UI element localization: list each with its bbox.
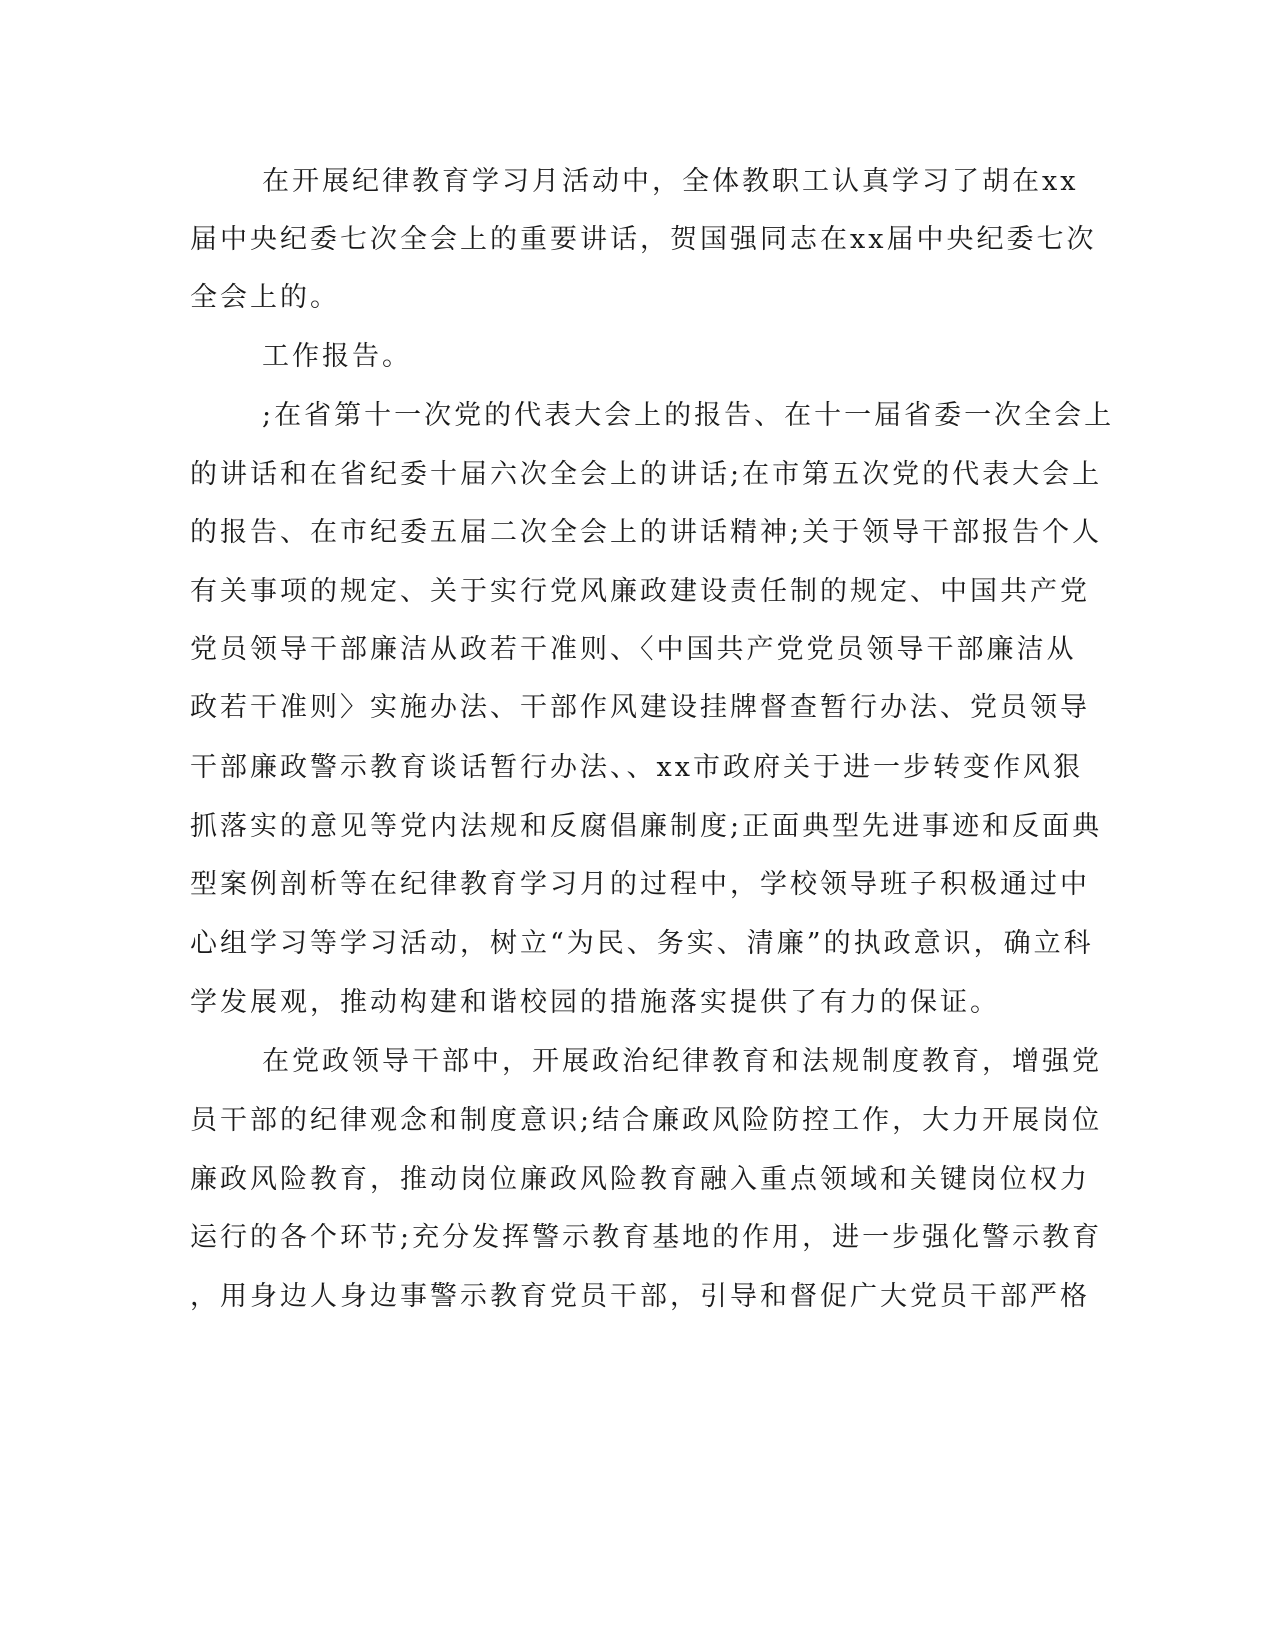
paragraph-3-line-11: 学发展观，推动构建和谐校园的措施落实提供了有力的保证。	[190, 987, 1000, 1018]
paragraph-4-line-3: 廉政风险教育，推动岗位廉政风险教育融入重点领域和关键岗位权力	[190, 1164, 1090, 1195]
paragraph-4-line-5: ，用身边人身边事警示教育党员干部，引导和督促广大党员干部严格	[190, 1281, 1090, 1312]
paragraph-4-line-2: 员干部的纪律观念和制度意识;结合廉政风险防控工作，大力开展岗位	[190, 1105, 1103, 1136]
paragraph-3-line-3: 的报告、在市纪委五届二次全会上的讲话精神;关于领导干部报告个人	[190, 517, 1103, 548]
paragraph-4-line-4: 运行的各个环节;充分发挥警示教育基地的作用，进一步强化警示教育	[190, 1222, 1103, 1253]
paragraph-3-line-7: 干部廉政警示教育谈话暂行办法、、xx市政府关于进一步转变作风狠	[190, 752, 1083, 783]
paragraph-1-line-2: 届中央纪委七次全会上的重要讲话，贺国强同志在xx届中央纪委七次	[190, 224, 1097, 255]
paragraph-3-line-9: 型案例剖析等在纪律教育学习月的过程中，学校领导班子积极通过中	[190, 869, 1090, 900]
paragraph-1-line-1: 在开展纪律教育学习月活动中，全体教职工认真学习了胡在xx	[262, 166, 1079, 197]
paragraph-3-line-1: ;在省第十一次党的代表大会上的报告、在十一届省委一次全会上	[262, 400, 1115, 431]
paragraph-3-line-2: 的讲话和在省纪委十届六次全会上的讲话;在市第五次党的代表大会上	[190, 459, 1103, 490]
paragraph-3-line-4: 有关事项的规定、关于实行党风廉政建设责任制的规定、中国共产党	[190, 576, 1090, 607]
paragraph-3-line-8: 抓落实的意见等党内法规和反腐倡廉制度;正面典型先进事迹和反面典	[190, 811, 1103, 842]
paragraph-3-line-5: 党员领导干部廉洁从政若干准则、〈中国共产党党员领导干部廉洁从	[190, 634, 1077, 665]
paragraph-3-line-6: 政若干准则〉实施办法、干部作风建设挂牌督查暂行办法、党员领导	[190, 692, 1090, 723]
paragraph-2-line-1: 工作报告。	[262, 341, 412, 372]
paragraph-4-line-1: 在党政领导干部中，开展政治纪律教育和法规制度教育，增强党	[262, 1046, 1102, 1077]
paragraph-3-line-10: 心组学习等学习活动，树立“为民、务实、清廉”的执政意识，确立科	[190, 928, 1094, 959]
paragraph-1-line-3: 全会上的。	[190, 282, 340, 313]
